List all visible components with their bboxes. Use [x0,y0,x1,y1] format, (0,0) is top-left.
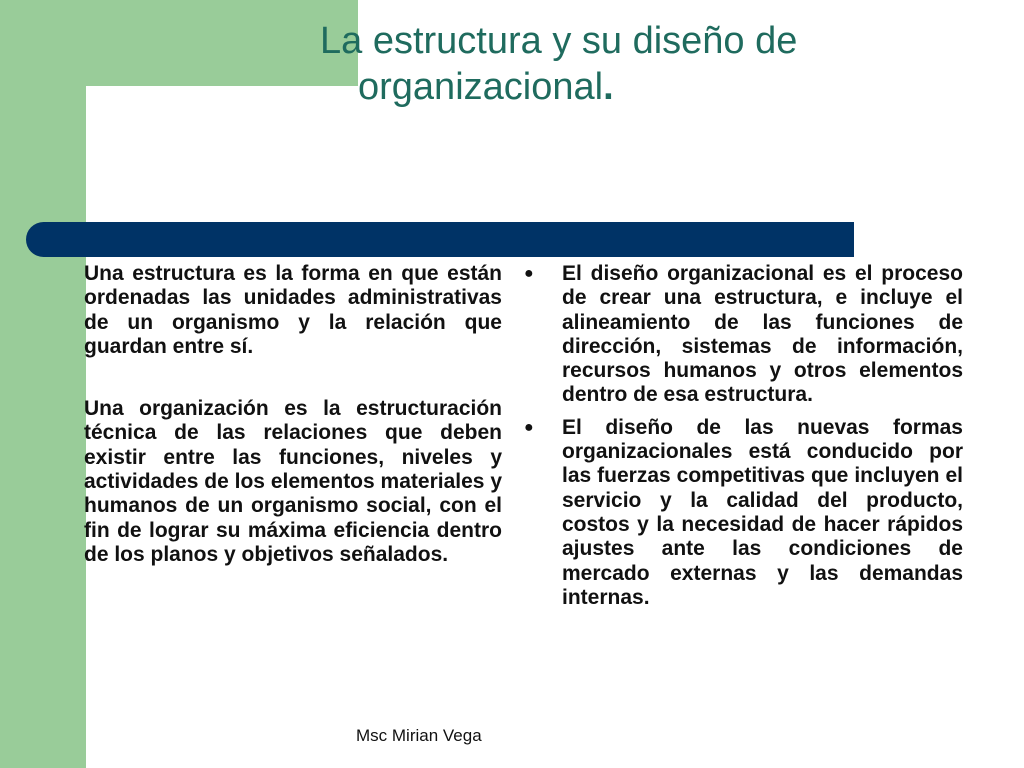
title-period: . [603,66,614,108]
bullet-dot-icon: ● [524,265,534,282]
left-green-bar [0,0,86,768]
bullet-item-1 [520,262,963,408]
footer-author: Msc Mirian Vega [356,726,482,745]
content-corner [86,86,226,226]
title-line-2 [300,64,940,110]
slide-title [300,18,940,110]
left-paragraph-1: Una estructura es la forma en que están ordenadas las unidades administrativas de un organismo y la relación que guardan entre sí. [84,262,502,358]
bullet-dot-icon: ● [524,418,534,436]
bullet-item-2 [520,416,963,610]
right-column [520,262,963,618]
bullet-list [520,262,963,610]
title-line-2-text: organizacional [358,66,604,108]
left-column [84,262,502,605]
title-line-1: La estructura y su diseño de [320,20,798,62]
bullet-text-2: El diseño de las nuevas formas organizacionales está conducido por las fuerzas competitivas que incluyen el servicio y la calidad del producto, costos y la necesidad de hacer rápidos ajustes ante las condiciones de mercado externas y las demandas internas. [562,415,963,609]
title-divider-bar [26,222,854,257]
left-paragraph-2: Una organización es la estructuración técnica de las relaciones que deben existir entre las funciones, niveles y actividades de los elementos materiales y humanos de un organismo social, con el fin de lograr su máxima eficiencia dentro de los planos y objetivos señalados. [84,397,502,566]
bullet-text-1: El diseño organizacional es el proceso de crear una estructura, e incluye el alineamiento de las funciones de dirección, sistemas de información, recursos humanos y otros elementos dentro de esa estructura. [562,262,963,407]
